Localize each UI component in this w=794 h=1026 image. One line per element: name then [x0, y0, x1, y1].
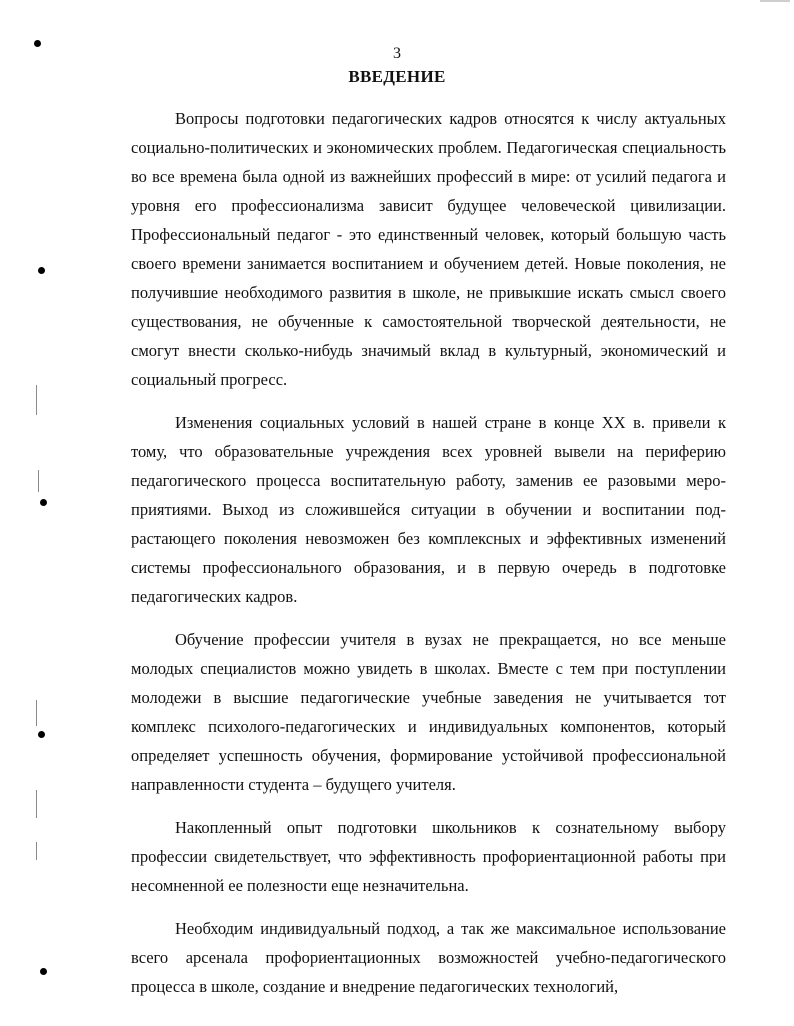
- scan-margin-line: [36, 385, 37, 415]
- scan-margin-line: [36, 700, 37, 726]
- page-title: ВВЕДЕНИЕ: [348, 67, 446, 86]
- binder-hole-mark: [40, 968, 47, 975]
- paragraph: Обучение профессии учителя в вузах не прекращается, но все меньше молодых специалистов можно увидеть в школах. Вместе с тем при поступлении молодежи в высшие педагогические учебные заведения не учитывается тот комплекс психолого-педагогических и индивидуальных компонентов, который определяет успешность обучения, формирование устойчивой профессиональной направленности студента – будущего учителя.: [131, 630, 726, 794]
- scan-corner-mark: [760, 0, 790, 2]
- paragraph: Вопросы подготовки педагогических кадров относятся к числу актуальных социально-политических и экономических проблем. Педагогическая специальность во все времена была одной из важнейших профессий в мире: от усилий педагога и уровня его профессионализма зависит будущее человеческой цивилизации. Профессиональный педагог - это единственный человек, который большую часть своего времени занимается воспитанием и обучением детей. Новые поколения, не получившие необходимого развития в школе, не привыкшие искать смысл своего существования, не обученные к самостоятельной творческой деятельности, не смогут внести сколько-нибудь значимый вклад в культурный, экономический и социальный прогресс.: [131, 109, 726, 389]
- page-number: 3: [393, 45, 401, 62]
- scan-margin-line: [36, 790, 37, 818]
- paragraph: Накопленный опыт подготовки школьников к сознательному выбору профессии свидетельствует, что эффективность профориентационной работы при несомненной ее полезности еще незначительна.: [131, 818, 726, 895]
- document-body: [131, 104, 726, 1015]
- binder-hole-mark: [38, 731, 45, 738]
- binder-hole-mark: [40, 499, 47, 506]
- paragraph: Необходим индивидуальный подход, а так же максимальное использование всего арсенала профориентационных возможностей учебно-педагогического процесса в школе, создание и внедрение педагогических технологий,: [131, 919, 726, 996]
- scan-margin-line: [38, 470, 39, 492]
- binder-hole-mark: [38, 267, 45, 274]
- paragraph: Изменения социальных условий в нашей стране в конце XX в. привели к тому, что образовательные учреждения всех уровней вывели на периферию педагогического процесса воспитательную работу, заменив ее разовыми мероприятиями. Выход из сложившейся ситуации в обучении и воспитании подрастающего поколения невозможен без комплексных и эффективных изменений системы профессионального образования, и в первую очередь в подготовке педагогических кадров.: [131, 413, 726, 606]
- scan-margin-line: [36, 842, 37, 860]
